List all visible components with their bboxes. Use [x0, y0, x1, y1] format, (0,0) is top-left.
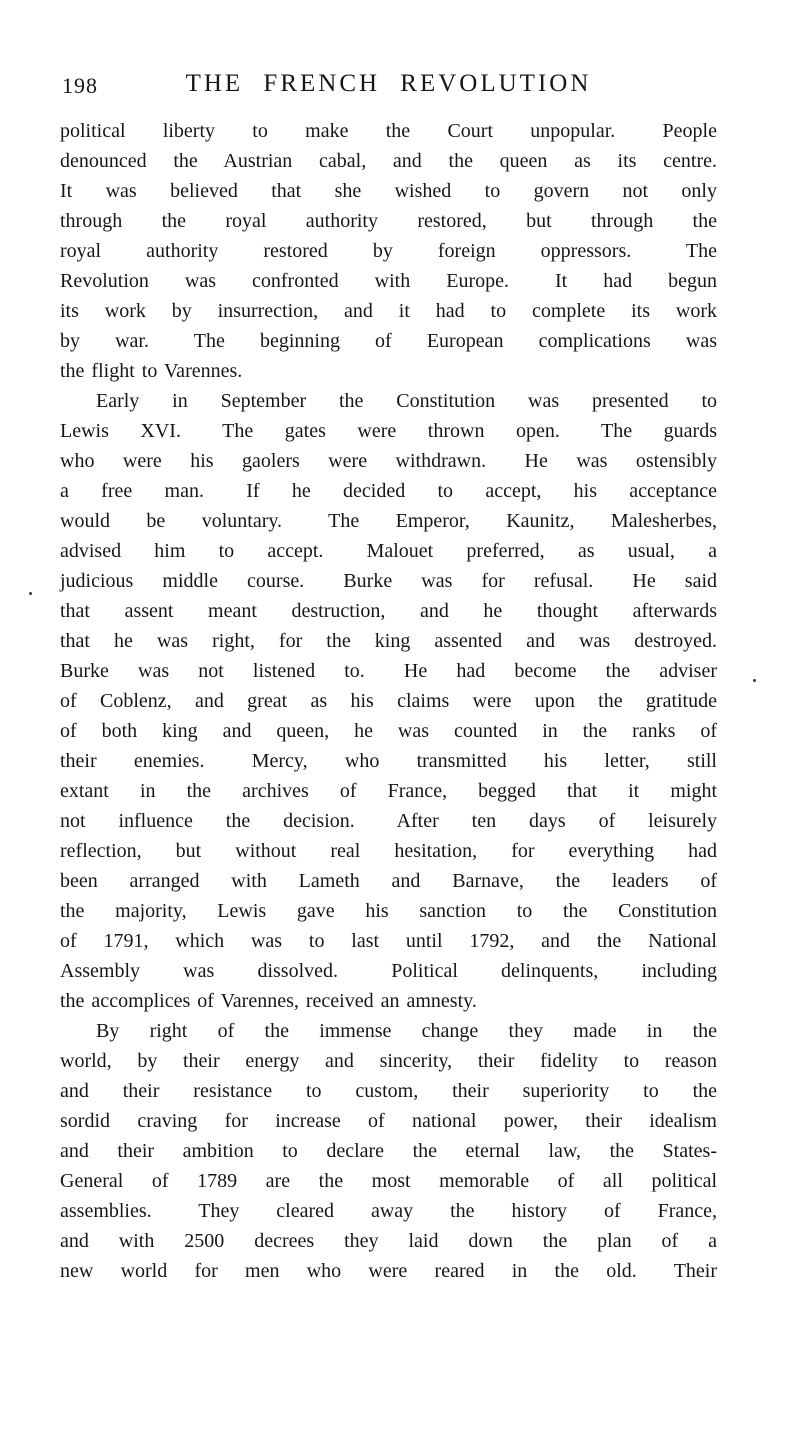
- text-line: who were his gaolers were withdrawn. He was ostensibly: [60, 450, 717, 472]
- text-line: by war. The beginning of European complications was: [60, 330, 717, 352]
- text-line: new world for men who were reared in the old. Their: [60, 1260, 717, 1282]
- text-line: reflection, but without real hesitation, for everything had: [60, 840, 717, 862]
- text-line: sordid craving for increase of national power, their idealism: [60, 1110, 717, 1132]
- text-line: through the royal authority restored, but through the: [60, 210, 717, 232]
- text-line: that he was right, for the king assented and was destroyed.: [60, 630, 717, 652]
- text-line: extant in the archives of France, begged that it might: [60, 780, 717, 802]
- text-line: that assent meant destruction, and he thought afterwards: [60, 600, 717, 622]
- text-line: Revolution was confronted with Europe. It had begun: [60, 270, 717, 292]
- text-line: Early in September the Constitution was presented to: [96, 390, 717, 412]
- text-line: the flight to Varennes.: [60, 360, 243, 382]
- running-title: THE FRENCH REVOLUTION: [185, 70, 592, 97]
- text-line: Lewis XVI. The gates were thrown open. The guards: [60, 420, 717, 442]
- ink-speck: [29, 592, 32, 595]
- text-line: and their resistance to custom, their superiority to the: [60, 1080, 717, 1102]
- text-line: its work by insurrection, and it had to complete its work: [60, 300, 717, 322]
- text-line: judicious middle course. Burke was for refusal. He said: [60, 570, 717, 592]
- text-line: and their ambition to declare the eternal law, the States-: [60, 1140, 717, 1162]
- text-line: political liberty to make the Court unpopular. People: [60, 120, 717, 142]
- text-line: General of 1789 are the most memorable of all political: [60, 1170, 717, 1192]
- text-line: been arranged with Lameth and Barnave, the leaders of: [60, 870, 717, 892]
- text-line: of Coblenz, and great as his claims were upon the gratitude: [60, 690, 717, 712]
- text-line: world, by their energy and sincerity, their fidelity to reason: [60, 1050, 717, 1072]
- body-text: [60, 116, 717, 1286]
- text-line: their enemies. Mercy, who transmitted his letter, still: [60, 750, 717, 772]
- text-line: of both king and queen, he was counted in the ranks of: [60, 720, 717, 742]
- text-line: a free man. If he decided to accept, his acceptance: [60, 480, 717, 502]
- text-line: and with 2500 decrees they laid down the plan of a: [60, 1230, 717, 1252]
- text-line: It was believed that she wished to govern not only: [60, 180, 717, 202]
- text-line: denounced the Austrian cabal, and the queen as its centre.: [60, 150, 717, 172]
- text-line: Assembly was dissolved. Political delinquents, including: [60, 960, 717, 982]
- page-number: 198: [62, 73, 98, 98]
- text-line: not influence the decision. After ten days of leisurely: [60, 810, 717, 832]
- text-line: Burke was not listened to. He had become the adviser: [60, 660, 717, 682]
- text-line: of 1791, which was to last until 1792, and the National: [60, 930, 717, 952]
- text-line: the accomplices of Varennes, received an amnesty.: [60, 990, 477, 1012]
- text-line: would be voluntary. The Emperor, Kaunitz, Malesherbes,: [60, 510, 717, 532]
- text-line: royal authority restored by foreign oppressors. The: [60, 240, 717, 262]
- ink-speck: [753, 679, 756, 682]
- page-header: [60, 70, 717, 102]
- text-line: advised him to accept. Malouet preferred, as usual, a: [60, 540, 717, 562]
- text-line: assemblies. They cleared away the history of France,: [60, 1200, 717, 1222]
- text-line: By right of the immense change they made in the: [96, 1020, 717, 1042]
- text-line: the majority, Lewis gave his sanction to the Constitution: [60, 900, 717, 922]
